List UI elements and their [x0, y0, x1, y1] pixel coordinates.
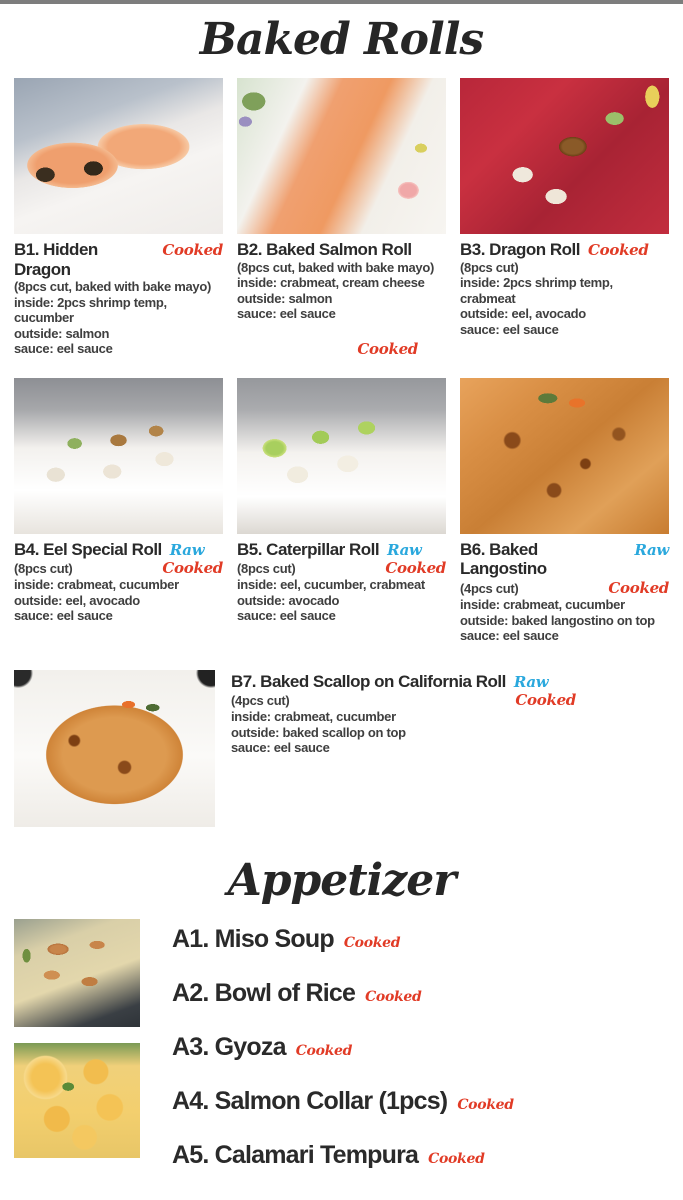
- baked-langostino-photo: [460, 378, 669, 534]
- menu-item-b2: [237, 78, 446, 358]
- raw-tag: Raw: [169, 540, 205, 559]
- desc-line: inside: crabmeat, cucumber: [460, 597, 625, 613]
- cooked-tag: Cooked: [457, 1096, 514, 1113]
- menu-item-b7: [0, 670, 683, 833]
- desc-line: sauce: eel sauce: [460, 321, 559, 337]
- item-name: A3. Gyoza: [172, 1033, 286, 1062]
- item-name: B3. Dragon Roll: [460, 240, 581, 260]
- raw-tag: Raw: [513, 672, 549, 691]
- pcs-note: (8pcs cut, baked with bake mayo): [237, 259, 435, 275]
- gyoza-photo: [14, 919, 140, 1027]
- b7-text-block: [231, 670, 576, 833]
- menu-item-a4: [172, 1075, 669, 1129]
- pcs-line: [237, 559, 446, 577]
- baked-salmon-roll-photo: [237, 78, 446, 234]
- desc-line: sauce: eel sauce: [237, 608, 336, 624]
- pcs-note: (8pcs cut): [460, 259, 519, 275]
- baked-rolls-grid: [0, 78, 683, 643]
- item-name: A4. Salmon Collar (1pcs): [172, 1087, 448, 1116]
- top-border-bar: [0, 0, 683, 4]
- desc-line: inside: 2pcs shrimp temp,: [14, 294, 167, 310]
- pcs-line: [460, 579, 669, 597]
- cooked-tag: Cooked: [162, 241, 223, 260]
- pcs-note: (4pcs cut): [231, 693, 290, 709]
- item-name: B5. Caterpillar Roll: [237, 539, 380, 559]
- cooked-tag: Cooked: [428, 1150, 485, 1167]
- item-head: [237, 240, 446, 260]
- cooked-tag: Cooked: [588, 241, 649, 260]
- desc-line: inside: eel, cucumber, crabmeat: [237, 577, 425, 593]
- appetizer-list: [172, 913, 669, 1183]
- caterpillar-roll-photo: [237, 378, 446, 534]
- pcs-note: (4pcs cut): [460, 581, 519, 597]
- cooked-tag: Cooked: [295, 1042, 353, 1059]
- eel-special-roll-photo: [14, 378, 223, 534]
- section-title-appetizer: Appetizer: [227, 854, 456, 906]
- menu-item-b3: [460, 78, 669, 358]
- item-head: [14, 540, 223, 560]
- calamari-tempura-photo: [14, 1043, 140, 1158]
- cooked-tag: Cooked: [357, 339, 418, 358]
- item-head: [237, 540, 446, 560]
- desc-line: sauce: eel sauce: [231, 740, 330, 756]
- desc-line: inside: crabmeat, cream cheese: [237, 275, 425, 291]
- cooked-tag: Cooked: [385, 559, 446, 578]
- raw-tag: Raw: [387, 540, 422, 559]
- cooked-tag: Cooked: [515, 691, 576, 710]
- desc-line: cucumber: [14, 310, 74, 326]
- menu-item-a2: [172, 967, 669, 1021]
- desc-line: inside: crabmeat, cucumber: [231, 709, 396, 725]
- desc-line: outside: salmon: [14, 325, 110, 341]
- item-name: B4. Eel Special Roll: [14, 539, 162, 559]
- section-title-baked-rolls: Baked Rolls: [199, 14, 484, 65]
- cooked-tag: Cooked: [343, 934, 401, 951]
- pcs-line: [14, 559, 223, 577]
- menu-item-a1: [172, 913, 669, 967]
- cooked-tag: Cooked: [608, 579, 669, 598]
- desc-line: sauce: eel sauce: [460, 628, 559, 644]
- desc-line: crabmeat: [460, 290, 516, 306]
- desc-line: inside: 2pcs shrimp temp,: [460, 275, 613, 291]
- item-head: [460, 240, 669, 260]
- dragon-roll-photo: [460, 78, 669, 234]
- pcs-note: (8pcs cut, baked with bake mayo): [14, 279, 212, 295]
- item-head: [460, 540, 669, 579]
- menu-item-b4: [14, 378, 223, 644]
- item-name: B6. Baked Langostino: [460, 539, 547, 579]
- menu-item-b6: [460, 378, 669, 644]
- menu-item-a5: [172, 1129, 669, 1183]
- pcs-note: (8pcs cut): [14, 561, 73, 577]
- item-head: [14, 240, 223, 279]
- menu-item-a3: [172, 1021, 669, 1075]
- baked-scallop-california-roll-photo: [14, 670, 215, 827]
- item-name: B2. Baked Salmon Roll: [237, 240, 412, 260]
- desc-line: sauce: eel sauce: [14, 341, 113, 357]
- item-name: A2. Bowl of Rice: [172, 979, 356, 1008]
- cooked-tag: Cooked: [365, 988, 422, 1005]
- desc-line: outside: avocado: [237, 592, 340, 608]
- desc-line: outside: eel, avocado: [460, 306, 586, 322]
- item-name: B1. Hidden Dragon: [14, 240, 98, 279]
- appetizer-section: [0, 913, 683, 1183]
- cooked-tag: Cooked: [162, 559, 223, 578]
- appetizer-photos: [14, 919, 140, 1164]
- item-head: [231, 672, 576, 692]
- pcs-line: [231, 691, 576, 709]
- desc-line: sauce: eel sauce: [14, 608, 113, 624]
- salmon-topped-roll-photo: [14, 78, 223, 234]
- pcs-note: (8pcs cut): [237, 561, 296, 577]
- item-name: A5. Calamari Tempura: [172, 1141, 419, 1170]
- desc-line: sauce: eel sauce: [237, 306, 336, 322]
- raw-tag: Raw: [634, 540, 669, 559]
- menu-item-b1: [14, 78, 223, 358]
- desc-line: inside: crabmeat, cucumber: [14, 577, 179, 593]
- item-name: A1. Miso Soup: [172, 925, 334, 954]
- menu-item-b5: [237, 378, 446, 644]
- desc-line: outside: baked langostino on top: [460, 612, 655, 628]
- desc-line: outside: eel, avocado: [14, 592, 140, 608]
- desc-line: outside: salmon: [237, 290, 333, 306]
- desc-line: outside: baked scallop on top: [231, 724, 406, 740]
- item-name: B7. Baked Scallop on California Roll: [231, 671, 506, 691]
